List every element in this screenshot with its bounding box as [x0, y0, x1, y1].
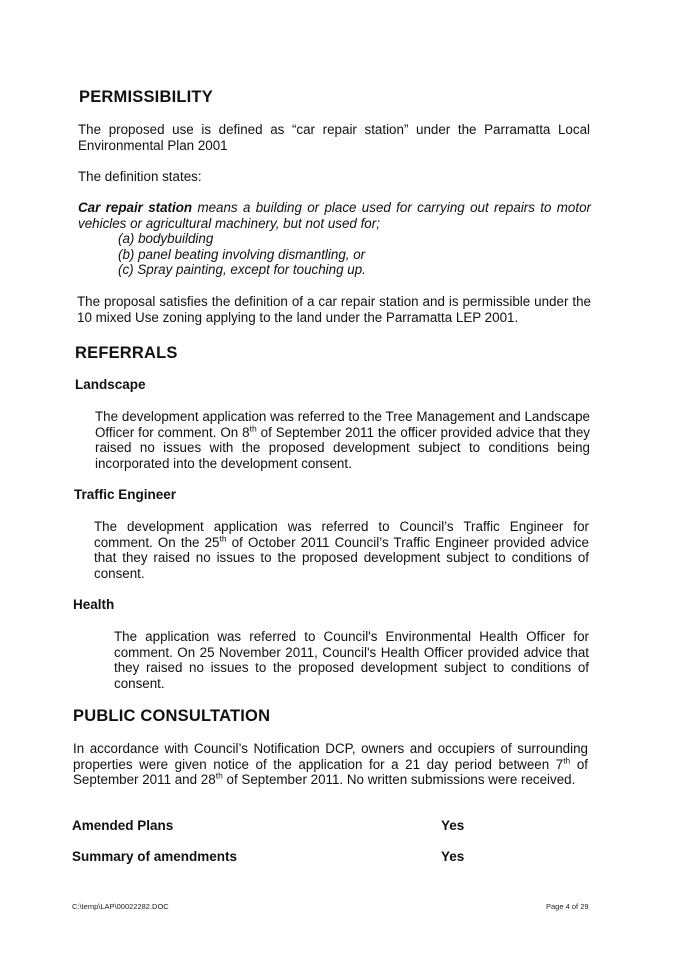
footer-file-path: C:\temp\LAP\00022282.DOC — [72, 902, 169, 911]
section-heading-permissibility: PERMISSIBILITY — [79, 88, 213, 106]
definition-item-a: (a) bodybuilding — [118, 231, 214, 246]
permissibility-paragraph-1: The proposed use is defined as “car repair station” under the Parramatta Local Environmental Plan 2001 — [78, 122, 590, 153]
traffic-paragraph: The development application was referred to Council’s Traffic Engineer for comment. On the 25th of October 2011 Council’s Traffic Engineer provided advice that they raised no issues to the proposed development subject to conditions of consent. — [94, 519, 589, 581]
row-value-amended-plans: Yes — [441, 818, 465, 833]
row-value-summary-of-amendments: Yes — [441, 849, 465, 864]
subheading-landscape: Landscape — [75, 377, 146, 392]
permissibility-paragraph-2: The definition states: — [78, 169, 202, 184]
definition-term: Car repair station — [78, 200, 193, 215]
row-label-amended-plans: Amended Plans — [72, 818, 174, 833]
section-heading-public-consultation: PUBLIC CONSULTATION — [73, 707, 271, 725]
definition-paragraph — [78, 200, 591, 231]
subheading-traffic-engineer: Traffic Engineer — [74, 487, 177, 502]
landscape-paragraph: The development application was referred to the Tree Management and Landscape Officer for comment. On 8th of September 2011 the officer provided advice that they raised no issues with the proposed development subject to conditions being incorporated into the development consent. — [95, 409, 591, 471]
permissibility-paragraph-3: The proposal satisfies the definition of a car repair station and is permissible under the 10 mixed Use zoning applying to the land under the Parramatta LEP 2001. — [77, 294, 591, 325]
health-paragraph: The application was referred to Council's Environmental Health Officer for comment. On 25 November 2011, Council's Health Officer provided advice that they raised no issues to the proposed development subject to conditions of consent. — [114, 629, 589, 691]
definition-item-c: (c) Spray painting, except for touching up. — [118, 262, 366, 277]
footer-page-number: Page 4 of 29 — [546, 902, 589, 911]
row-label-summary-of-amendments: Summary of amendments — [72, 849, 238, 864]
definition-item-b: (b) panel beating involving dismantling, or — [118, 247, 366, 262]
subheading-health: Health — [73, 597, 115, 612]
definition-text: means a building or place used for carrying out repairs to motor vehicles or agricultural machinery, but not used for; — [78, 200, 592, 231]
section-heading-referrals: REFERRALS — [75, 344, 178, 362]
public-consultation-paragraph: In accordance with Council’s Notification DCP, owners and occupiers of surrounding properties were given notice of the application for a 21 day period between 7th of September 2011 and 28th of September 2011. No written submissions were received. — [73, 741, 589, 788]
